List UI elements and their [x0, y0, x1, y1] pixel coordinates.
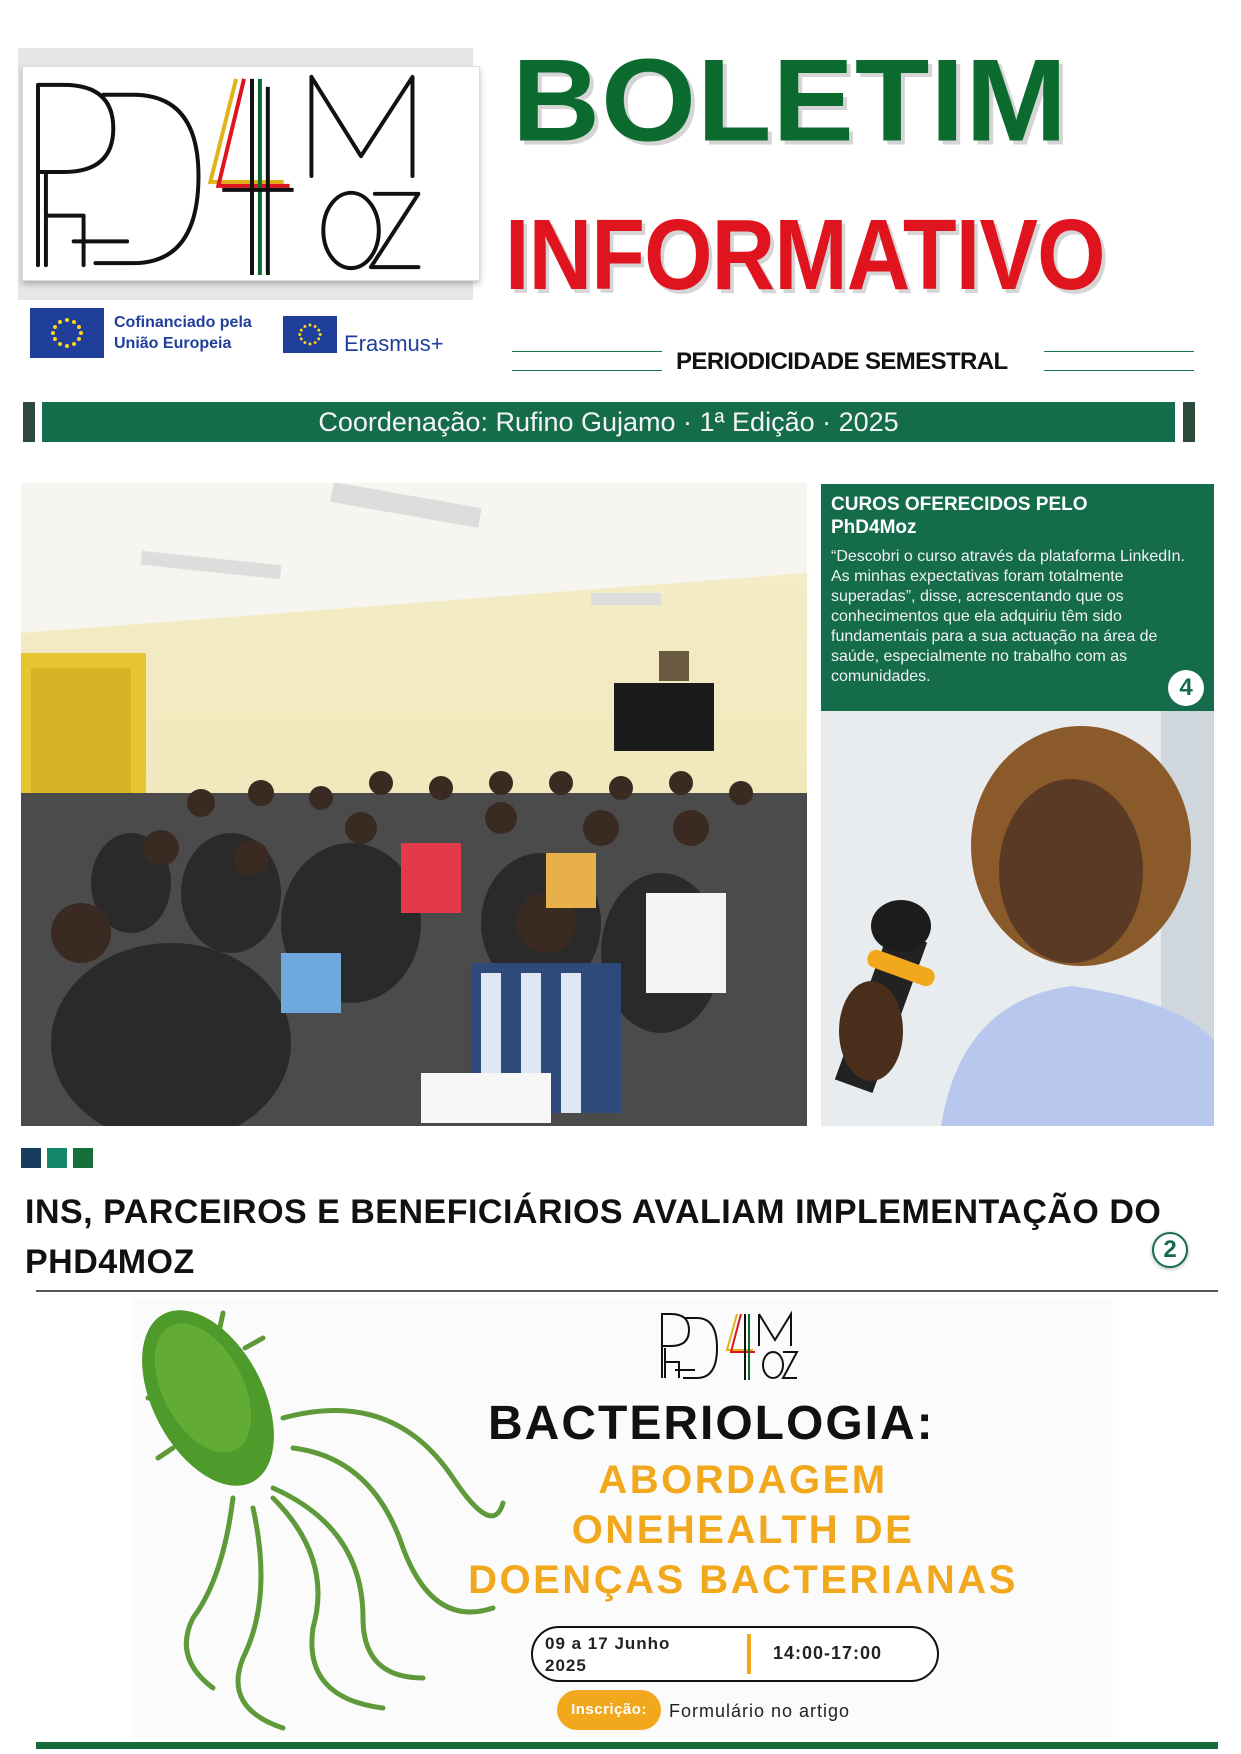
title-boletim: BOLETIM — [512, 35, 1068, 166]
coordination-bar: Coordenação: Rufino Gujamo · 1ª Edição · 2025 — [42, 402, 1175, 442]
event-poster — [133, 1298, 1113, 1738]
erasmus-flag-icon — [283, 316, 337, 353]
event-phd4moz-logo — [657, 1310, 817, 1382]
phd4moz-logo — [22, 66, 480, 281]
eu-cofinance-line2: União Europeia — [114, 335, 232, 352]
event-date-pill — [531, 1626, 939, 1682]
event-date-line1: 09 a 17 Junho — [545, 1634, 671, 1653]
registration-badge[interactable]: Inscrição: — [557, 1690, 661, 1730]
event-subtitle-line1: ABORDAGEM — [598, 1458, 888, 1502]
event-time: 14:00-17:00 — [773, 1643, 883, 1663]
periodicity-line-left-top — [512, 351, 662, 352]
headline-divider — [36, 1290, 1218, 1292]
registration-text[interactable]: Formulário no artigo — [669, 1701, 851, 1721]
featured-course-title-line1: CUROS OFERECIDOS PELO — [831, 494, 1088, 515]
featured-course-title-line2: PhD4Moz — [831, 517, 917, 538]
headline-page-badge[interactable]: 2 — [1152, 1232, 1188, 1268]
phd4moz-logo-graphic — [23, 67, 479, 280]
accent-square-1 — [21, 1148, 41, 1168]
event-date — [545, 1633, 670, 1677]
event-date-line2: 2025 — [545, 1656, 587, 1675]
main-headline-text: INS, PARCEIROS E BENEFICIÁRIOS AVALIAM IMPLEMENTAÇÃO DO PHD4MOZ — [25, 1193, 1162, 1281]
main-headline[interactable] — [25, 1187, 1225, 1287]
event-date-separator — [747, 1634, 751, 1674]
periodicity-line-left-bottom — [512, 370, 662, 371]
event-title: BACTERIOLOGIA: — [488, 1397, 935, 1450]
title-informativo: INFORMATIVO — [505, 199, 1105, 311]
classroom-photo — [21, 483, 807, 1126]
accent-square-2 — [47, 1148, 67, 1168]
erasmus-label: Erasmus+ — [344, 331, 444, 356]
eu-cofinance-text — [114, 312, 252, 354]
coordination-cap-right — [1183, 402, 1195, 442]
periodicity-line-right-top — [1044, 351, 1194, 352]
eu-cofinance-line1: Cofinanciado pela — [114, 314, 252, 331]
event-subtitle-line3: DOENÇAS BACTERIANAS — [468, 1558, 1018, 1602]
featured-course-title — [831, 493, 1204, 539]
periodicity-line-right-bottom — [1044, 370, 1194, 371]
event-subtitle-line2: ONEHEALTH DE — [571, 1508, 915, 1552]
speaker-photo — [821, 711, 1214, 1126]
page-number-badge[interactable]: 4 — [1168, 670, 1204, 706]
featured-course-quote: “Descobri o curso através da plataforma LinkedIn. As minhas expectativas foram totalmente superadas”, disse, acrescentando que os conhecimentos que ela adquiriu têm sido fundamentais para a sua actuação na área de saúde, especialmente no trabalho com as comunidades. — [831, 548, 1185, 685]
featured-course-box — [821, 484, 1214, 711]
coordination-cap-left — [23, 402, 35, 442]
eu-flag-icon — [30, 308, 104, 358]
footer-rule — [36, 1742, 1218, 1749]
accent-square-3 — [73, 1148, 93, 1168]
periodicity-label: PERIODICIDADE SEMESTRAL — [676, 348, 1008, 375]
